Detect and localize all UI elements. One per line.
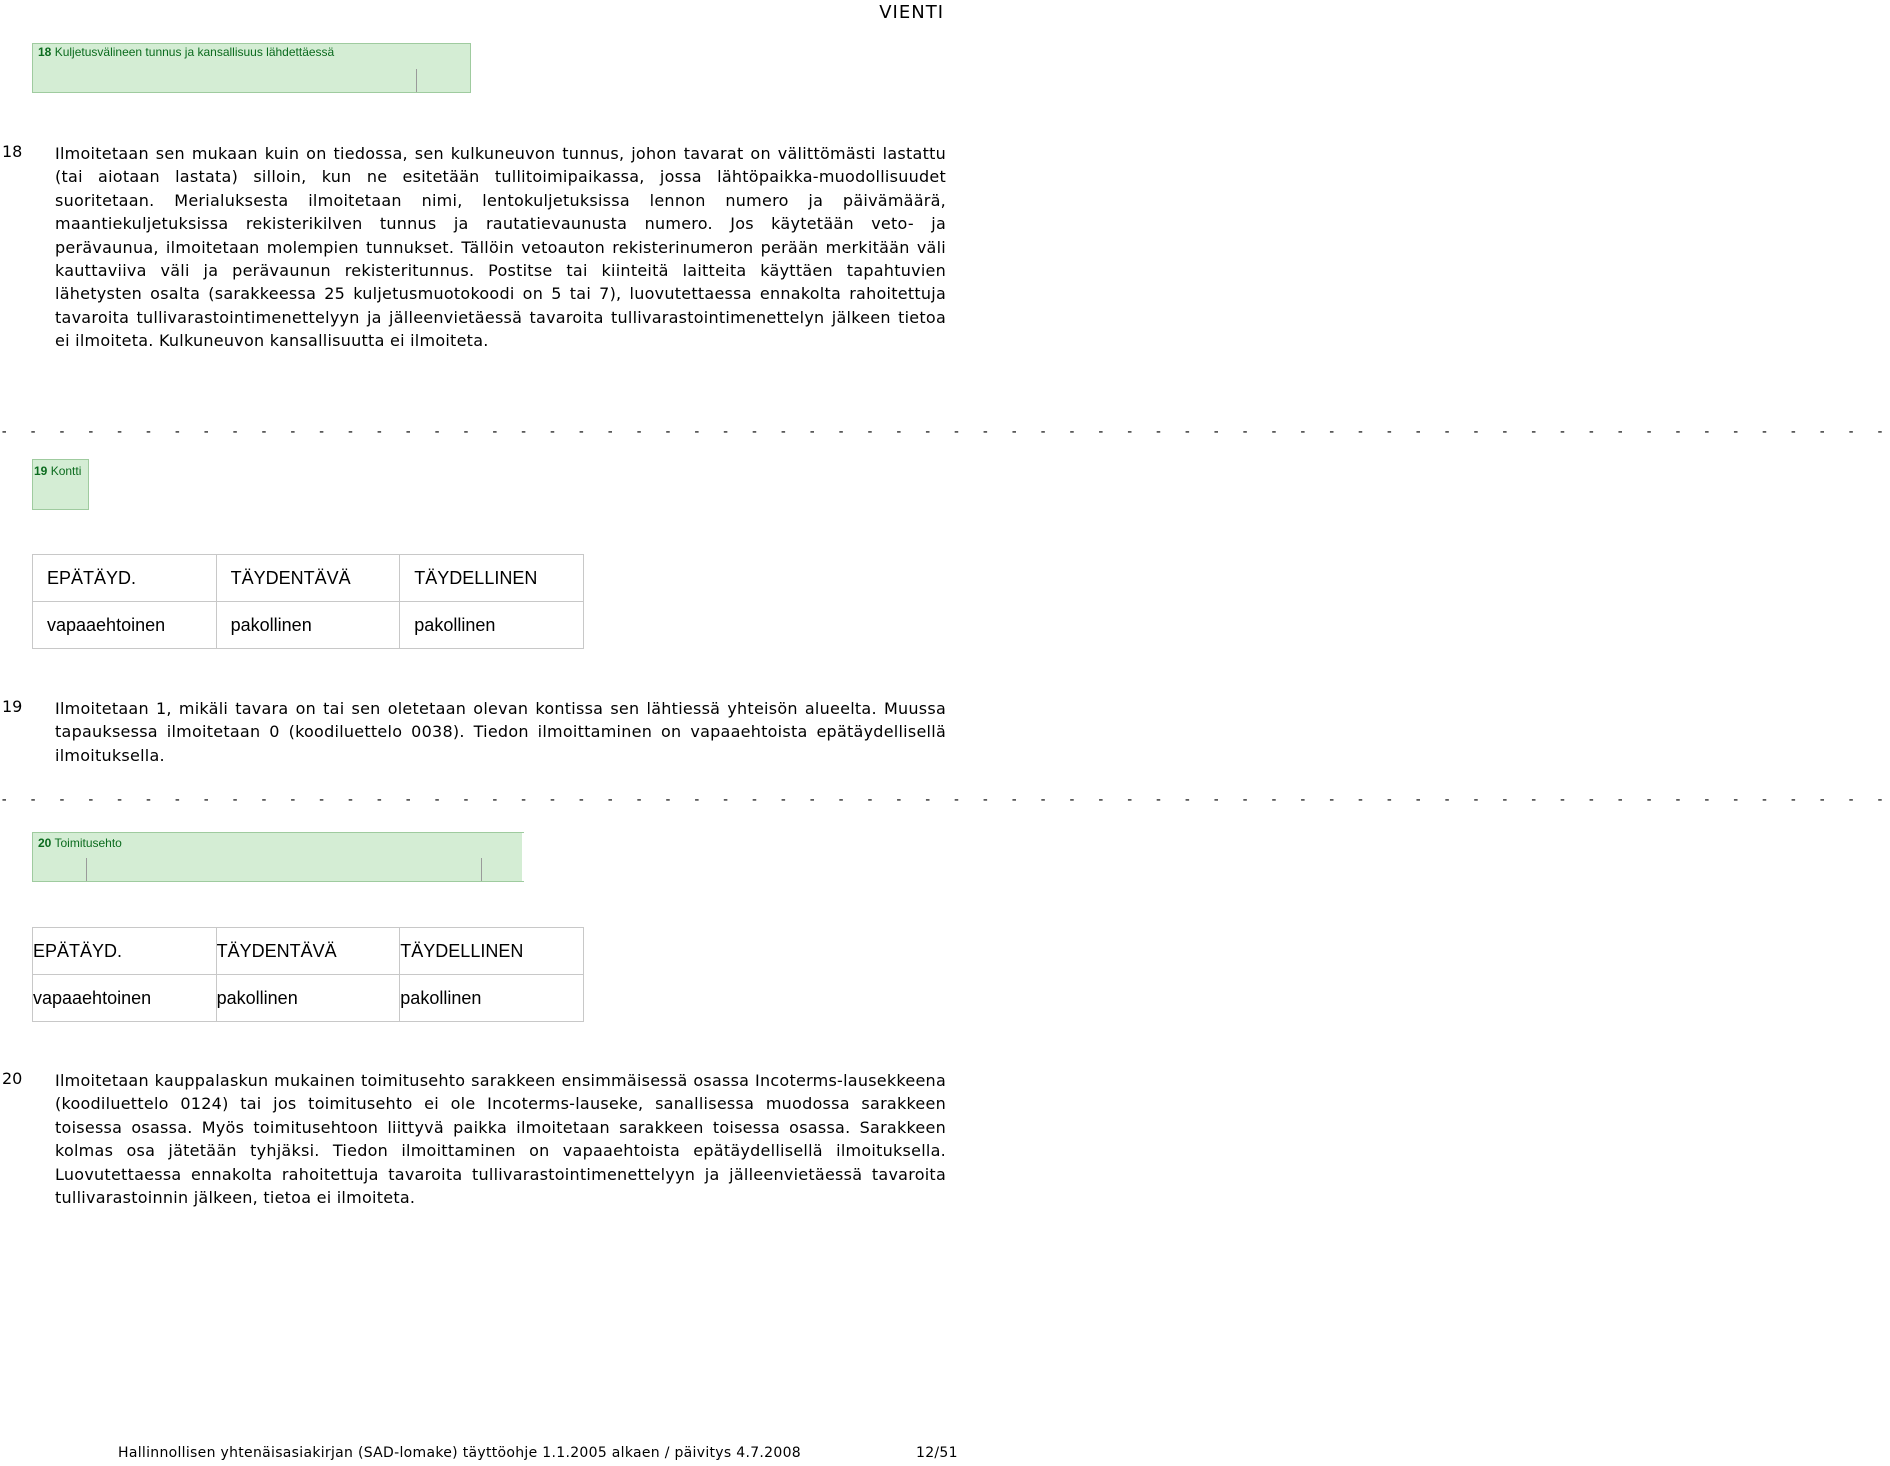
box-19-label bbox=[34, 464, 81, 478]
page-number: 12/51 bbox=[916, 1445, 958, 1461]
page-footer bbox=[118, 1445, 958, 1461]
separator-2: - - - - - - - - - - - - - - - - - - - - - - - - - - - - - - - - - - - - - - - - - - - - - - - - - - - - - - - - - - - - - - - - - - bbox=[0, 792, 1890, 808]
table-header-cell: EPÄTÄYD. bbox=[33, 928, 217, 975]
paragraph-18-text: Ilmoitetaan sen mukaan kuin on tiedossa, sen kulkuneuvon tunnus, johon tavarat on välittömästi lastattu (tai aiotaan lastata) silloin, kun ne esitetään tullitoimipaikassa, jossa lähtöpaikka-muodollisuudet suoritetaan. Merialuksesta ilmoitetaan nimi, lentokuljetuksissa lennon numero ja päivämäärä, maantiekuljetuksissa rekisterikilven tunnus ja rautatievaunusta numero. Jos käytetään veto- ja perävaunua, ilmoitetaan molempien tunnukset. Tällöin vetoauton rekisterinumeron perään merkitään väli kauttaviiva väli ja perävaunun rekisteritunnus. Postitse tai kiinteitä laitteita käyttäen tapahtuvien lähetysten osalta (sarakkeessa 25 kuljetusmuotokoodi on 5 tai 7), luovutettaessa ennakolta rahoitettuja tavaroita tullivarastointimenettelyyn ja jälleenvietäessä tavaroita tullivarastointimenettelyn jälkeen tietoa ei ilmoiteta. Kulkuneuvon kansallisuutta ei ilmoiteta. bbox=[55, 144, 946, 351]
box-18-divider bbox=[416, 69, 417, 92]
box-19-number: 19 bbox=[34, 464, 48, 478]
table-cell: pakollinen bbox=[400, 975, 584, 1022]
table-cell: pakollinen bbox=[400, 602, 584, 649]
box-20-bottom-border bbox=[32, 881, 524, 882]
box-20-title: Toimitusehto bbox=[54, 836, 122, 850]
box-18-title: Kuljetusvälineen tunnus ja kansallisuus lähdettäessä bbox=[54, 45, 335, 59]
section-19-requirement-table bbox=[32, 554, 584, 649]
table-header-row bbox=[33, 928, 584, 975]
box-18-number: 18 bbox=[38, 45, 52, 59]
table-row bbox=[33, 975, 584, 1022]
document-title: VIENTI bbox=[879, 2, 944, 23]
table-cell: vapaaehtoinen bbox=[33, 975, 217, 1022]
box-20-number: 20 bbox=[38, 836, 52, 850]
paragraph-18-number: 18 bbox=[2, 142, 23, 161]
table-header-cell: TÄYDELLINEN bbox=[400, 928, 584, 975]
table-header-cell: TÄYDENTÄVÄ bbox=[216, 555, 400, 602]
table-cell: vapaaehtoinen bbox=[33, 602, 217, 649]
box-19-title: Kontti bbox=[50, 464, 82, 478]
box-20-divider-2 bbox=[481, 858, 482, 881]
paragraph-20-text: Ilmoitetaan kauppalaskun mukainen toimitusehto sarakkeen ensimmäisessä osassa Incoterms-lausekkeena (koodiluettelo 0124) tai jos toimitusehto ei ole Incoterms-lauseke, sanallisessa muodossa sarakkeen toisessa osassa. Myös toimitusehtoon liittyvä paikka ilmoitetaan sarakkeen toisessa osassa. Sarakkeen kolmas osa jätetään tyhjäksi. Tiedon ilmoittaminen on vapaaehtoista epätäydellisellä ilmoituksella. Luovutettaessa ennakolta rahoitettuja tavaroita tullivarastointimenettelyyn ja jälleenvietäessä tavaroita tullivarastoinnin jälkeen, tietoa ei ilmoiteta. bbox=[55, 1071, 946, 1208]
box-20-label bbox=[38, 836, 122, 850]
table-cell: pakollinen bbox=[216, 975, 400, 1022]
table-header-cell: EPÄTÄYD. bbox=[33, 555, 217, 602]
table-header-cell: TÄYDENTÄVÄ bbox=[216, 928, 400, 975]
footer-text: Hallinnollisen yhtenäisasiakirjan (SAD-lomake) täyttöohje 1.1.2005 alkaen / päivitys 4.7.2008 bbox=[118, 1445, 801, 1461]
paragraph-19-number: 19 bbox=[2, 697, 23, 716]
separator-1: - - - - - - - - - - - - - - - - - - - - - - - - - - - - - - - - - - - - - - - - - - - - - - - - - - - - - - - - - - - - - - - - - - bbox=[0, 424, 1890, 440]
paragraph-20-number: 20 bbox=[2, 1069, 23, 1088]
table-header-cell: TÄYDELLINEN bbox=[400, 555, 584, 602]
table-row bbox=[33, 602, 584, 649]
box-18-label bbox=[38, 45, 334, 59]
table-header-row bbox=[33, 555, 584, 602]
box-20-divider-1 bbox=[86, 858, 87, 881]
paragraph-19-text: Ilmoitetaan 1, mikäli tavara on tai sen oletetaan olevan kontissa sen lähtiessä yhteisön alueelta. Muussa tapauksessa ilmoitetaan 0 (koodiluettelo 0038). Tiedon ilmoittaminen on vapaaehtoista epätäydellisellä ilmoituksella. bbox=[55, 699, 946, 765]
table-cell: pakollinen bbox=[216, 602, 400, 649]
section-20-requirement-table bbox=[32, 927, 584, 1022]
